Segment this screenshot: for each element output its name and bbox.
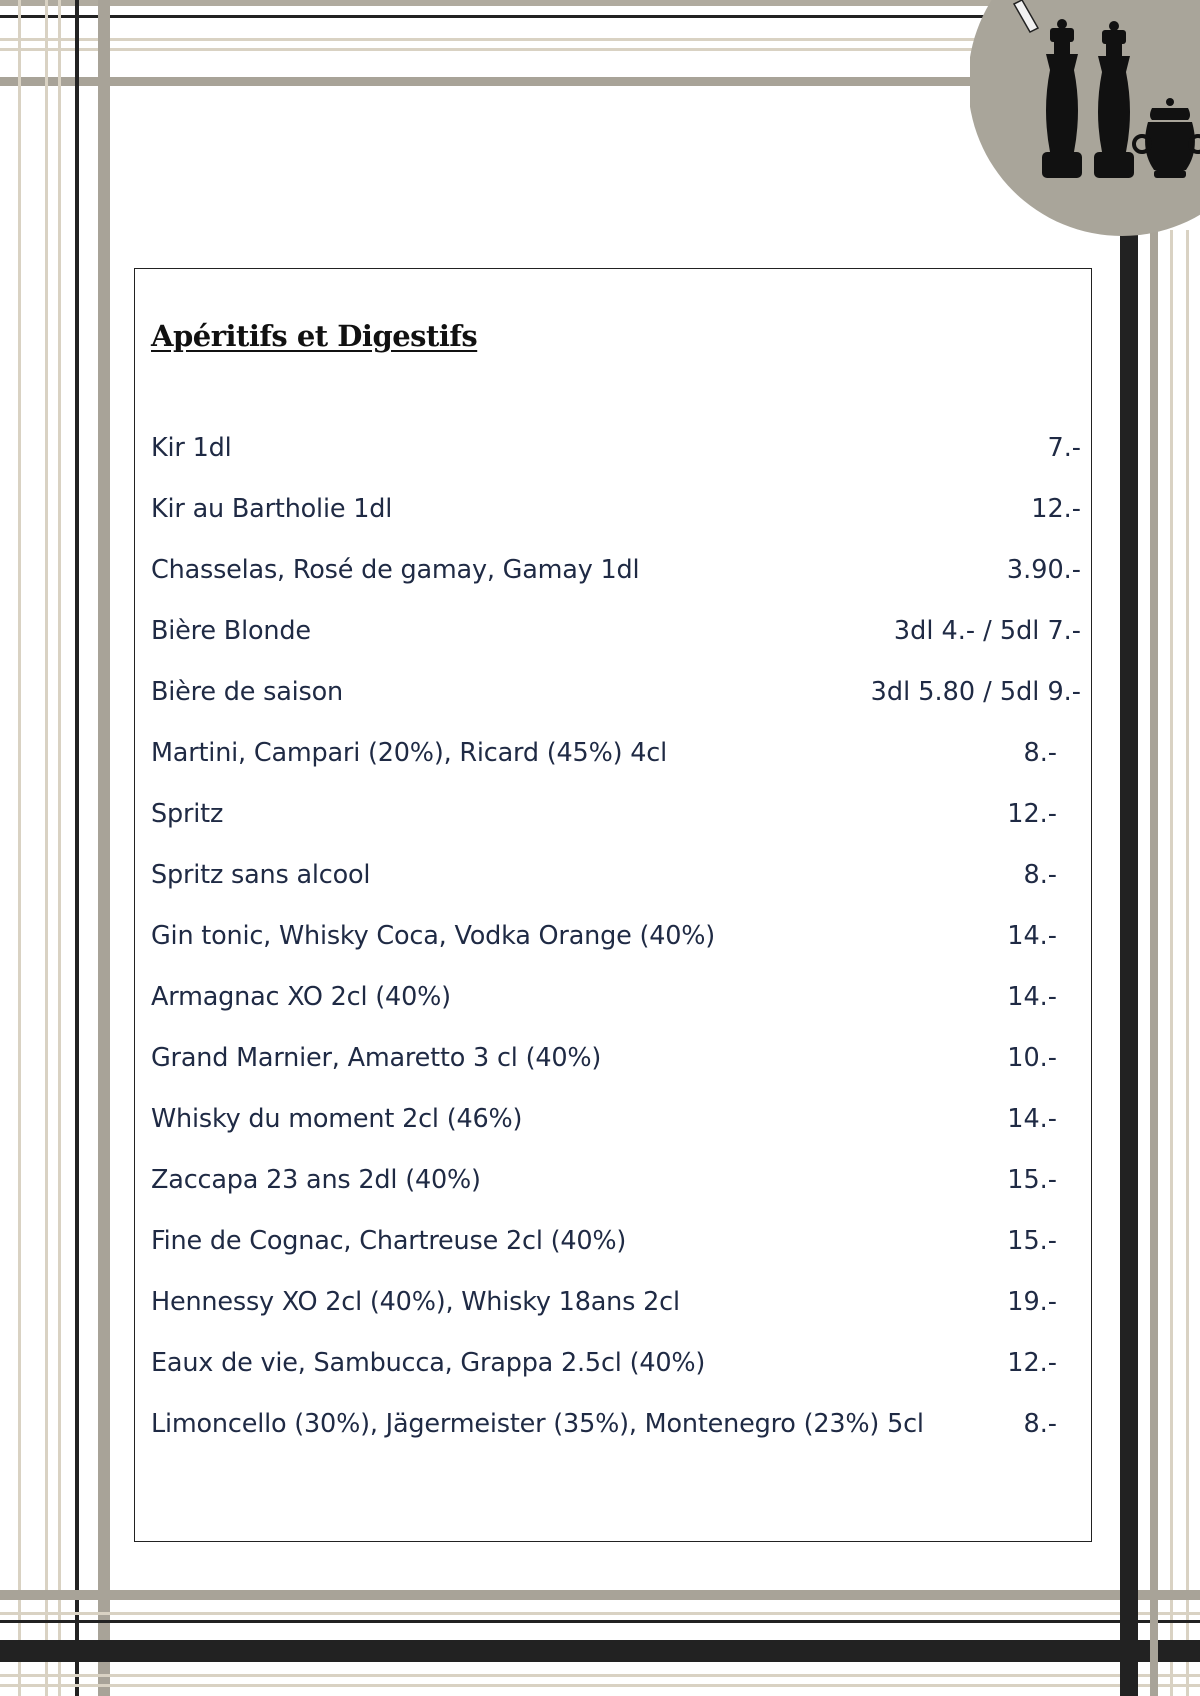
menu-item: [151, 494, 1081, 555]
menu-item: [151, 1104, 1081, 1165]
item-price: 7.-: [1047, 433, 1081, 463]
item-price: 3dl 4.- / 5dl 7.-: [893, 616, 1081, 646]
menu-item: [151, 1043, 1081, 1104]
menu-item: [151, 677, 1081, 738]
item-price: 14.-: [1007, 982, 1057, 1012]
item-price: 14.-: [1007, 921, 1057, 951]
item-name: Chasselas, Rosé de gamay, Gamay 1dl: [151, 555, 640, 585]
item-name: Kir 1dl: [151, 433, 232, 463]
item-price: 8.-: [1023, 738, 1057, 768]
menu-item: [151, 616, 1081, 677]
item-name: Hennessy XO 2cl (40%), Whisky 18ans 2cl: [151, 1287, 680, 1317]
item-name: Bière Blonde: [151, 616, 311, 646]
item-name: Spritz sans alcool: [151, 860, 371, 890]
item-price: 15.-: [1007, 1226, 1057, 1256]
item-price: 10.-: [1007, 1043, 1057, 1073]
item-price: 12.-: [1007, 799, 1057, 829]
item-name: Limoncello (30%), Jägermeister (35%), Montenegro (23%) 5cl: [151, 1409, 924, 1439]
item-name: Zaccapa 23 ans 2dl (40%): [151, 1165, 481, 1195]
menu-item: [151, 860, 1081, 921]
item-name: Kir au Bartholie 1dl: [151, 494, 393, 524]
menu-item: [151, 921, 1081, 982]
menu-item: [151, 555, 1081, 616]
item-name: Eaux de vie, Sambucca, Grappa 2.5cl (40%): [151, 1348, 706, 1378]
item-name: Whisky du moment 2cl (46%): [151, 1104, 523, 1134]
menu-card: [134, 268, 1092, 1542]
menu-list: [151, 433, 1081, 1470]
menu-item: [151, 433, 1081, 494]
menu-title: Apéritifs et Digestifs: [151, 319, 478, 353]
item-name: Bière de saison: [151, 677, 344, 707]
item-price: 12.-: [1031, 494, 1081, 524]
item-name: Armagnac XO 2cl (40%): [151, 982, 451, 1012]
menu-item: [151, 1409, 1081, 1470]
item-name: Spritz: [151, 799, 224, 829]
menu-item: [151, 1226, 1081, 1287]
menu-item: [151, 982, 1081, 1043]
item-price: 15.-: [1007, 1165, 1057, 1195]
item-name: Gin tonic, Whisky Coca, Vodka Orange (40%): [151, 921, 716, 951]
item-name: Grand Marnier, Amaretto 3 cl (40%): [151, 1043, 602, 1073]
menu-item: [151, 1348, 1081, 1409]
item-name: Martini, Campari (20%), Ricard (45%) 4cl: [151, 738, 667, 768]
menu-item: [151, 1165, 1081, 1226]
item-price: 19.-: [1007, 1287, 1057, 1317]
item-name: Fine de Cognac, Chartreuse 2cl (40%): [151, 1226, 627, 1256]
item-price: 3.90.-: [1006, 555, 1081, 585]
item-price: 8.-: [1023, 860, 1057, 890]
menu-item: [151, 738, 1081, 799]
menu-item: [151, 799, 1081, 860]
item-price: 8.-: [1023, 1409, 1057, 1439]
item-price: 12.-: [1007, 1348, 1057, 1378]
item-price: 3dl 5.80 / 5dl 9.-: [870, 677, 1081, 707]
pepper-mill-badge-icon: [970, 0, 1200, 240]
menu-item: [151, 1287, 1081, 1348]
item-price: 14.-: [1007, 1104, 1057, 1134]
